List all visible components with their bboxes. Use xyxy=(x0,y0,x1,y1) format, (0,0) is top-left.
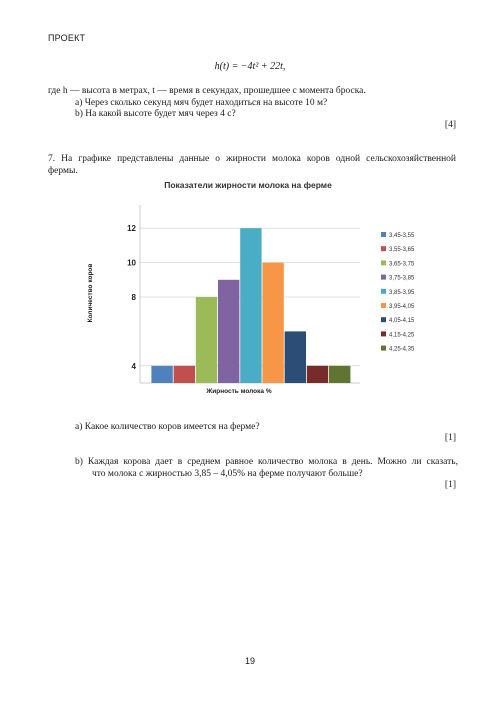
bar-4,05-4,15 xyxy=(285,331,306,383)
y-tick-label: 4 xyxy=(131,361,136,371)
legend-entry: 3,85-3,95 xyxy=(389,289,415,296)
legend-swatch xyxy=(381,303,386,308)
legend-swatch xyxy=(381,260,386,265)
question-7b-line1: b) Каждая корова дает в среднем равное количество молока в день. Можно ли сказать, xyxy=(75,457,458,467)
bar-3,55-3,65 xyxy=(174,366,195,383)
bar-3,75-3,85 xyxy=(218,280,239,383)
question-7a: a) Какое количество коров имеется на ферме? xyxy=(75,422,260,432)
chart-title: Показатели жирности молока на ферме xyxy=(164,180,332,190)
legend-entry: 3,45-3,55 xyxy=(389,233,415,239)
question-7b-line2: что молока с жирностью 3,85 – 4,05% на ферме получают больше? xyxy=(92,469,363,479)
score-6: [4] xyxy=(444,120,456,130)
y-tick-label: 12 xyxy=(127,224,136,234)
formula-explanation: где h — высота в метрах, t — время в секундах, прошедшее с момента броска. xyxy=(48,86,366,96)
height-formula: h(t) = −4t² + 22t, xyxy=(214,61,286,72)
problem-7-text-line1: 7. На графике представлены данные о жирности молока коров одной сельскохозяйственной xyxy=(48,154,456,164)
bar-3,85-3,95 xyxy=(240,228,261,383)
bar-3,95-4,05 xyxy=(262,263,283,383)
chart-y-ticks xyxy=(127,224,136,371)
chart-legend xyxy=(381,232,415,353)
score-7b: [1] xyxy=(444,480,456,490)
legend-entry: 4,25-4,35 xyxy=(389,346,415,353)
y-axis-label: Количество коров xyxy=(87,263,94,323)
bar-3,65-3,75 xyxy=(196,297,217,383)
legend-entry: 3,75-3,85 xyxy=(389,275,415,282)
bar-4,15-4,25 xyxy=(307,366,328,383)
fat-content-chart xyxy=(84,175,436,401)
legend-entry: 3,95-4,05 xyxy=(389,304,415,310)
page-header: ПРОЕКТ xyxy=(48,33,86,43)
legend-swatch xyxy=(381,346,386,351)
legend-swatch xyxy=(381,232,386,237)
legend-entry: 4,15-4,25 xyxy=(389,332,415,339)
legend-entry: 3,55-3,65 xyxy=(389,247,415,254)
legend-entry: 3,65-3,75 xyxy=(389,261,415,268)
y-tick-label: 10 xyxy=(127,258,136,268)
chart-bars xyxy=(151,228,350,383)
legend-swatch xyxy=(381,289,386,294)
legend-swatch xyxy=(381,317,386,322)
bar-3,45-3,55 xyxy=(151,366,172,383)
question-6a: a) Через сколько секунд мяч будет находиться на высоте 10 м? xyxy=(75,98,328,108)
legend-entry: 4,05-4,15 xyxy=(389,318,415,325)
legend-swatch xyxy=(381,331,386,336)
page-number: 19 xyxy=(244,656,255,666)
legend-swatch xyxy=(381,246,386,251)
legend-swatch xyxy=(381,275,386,280)
y-tick-label: 8 xyxy=(131,293,136,302)
bar-4,25-4,35 xyxy=(329,366,350,383)
x-axis-label: Жирность молока % xyxy=(206,388,272,395)
problem-7-text-line2: фермы. xyxy=(48,166,78,176)
question-6b: b) На какой высоте будет мяч через 4 с? xyxy=(75,109,236,119)
score-7a: [1] xyxy=(444,433,456,443)
